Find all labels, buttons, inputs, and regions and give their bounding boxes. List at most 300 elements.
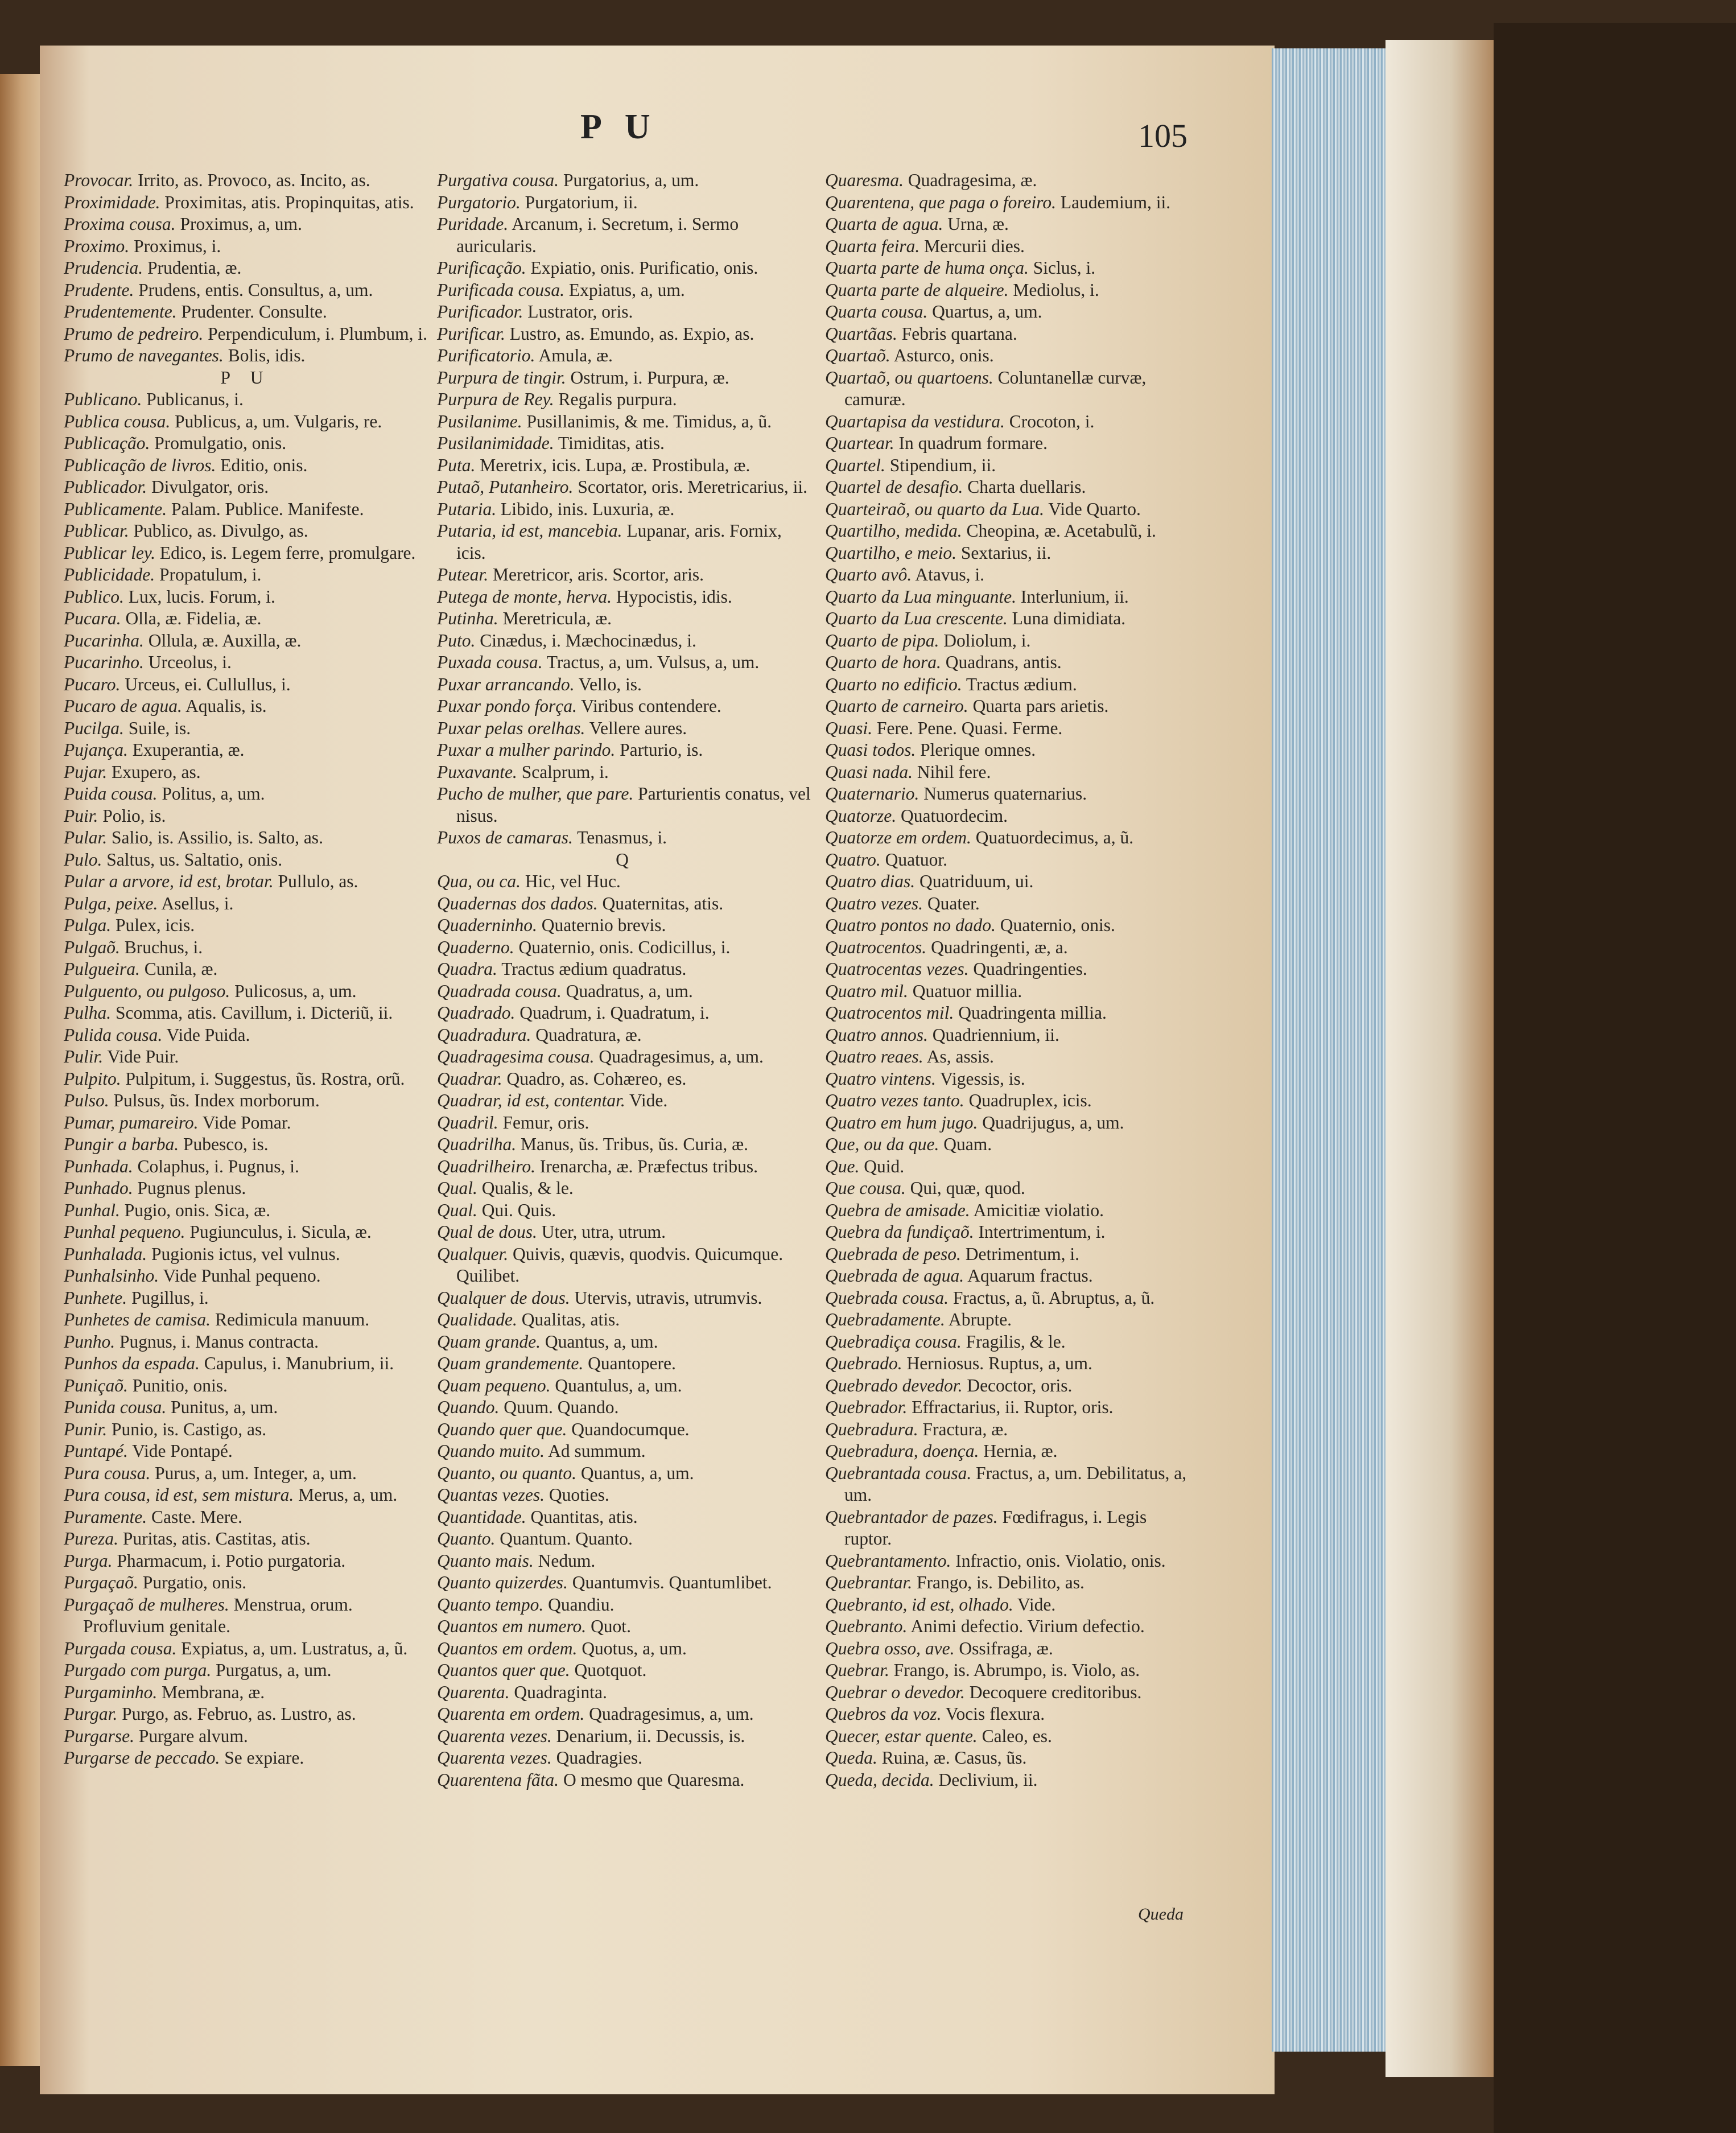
dictionary-entry — [64, 1090, 428, 1112]
entry-translation: Atavus, i. — [912, 565, 985, 584]
dictionary-entry — [64, 1638, 428, 1660]
entry-headword: Pura cousa, id est, sem mistura. — [64, 1485, 294, 1505]
entry-translation: Abrupte. — [945, 1310, 1012, 1329]
catchword: Queda — [1138, 1905, 1184, 1924]
entry-translation: Edico, is. Legem ferre, promulgare. — [155, 542, 416, 563]
entry-headword: Puniçaõ. — [64, 1375, 128, 1395]
entry-headword: Puxar a mulher parindo. — [437, 740, 616, 760]
entry-headword: Puxavante. — [437, 761, 517, 782]
entry-headword: Publicador. — [64, 477, 147, 497]
entry-headword: Puxar pondo força. — [437, 696, 577, 716]
dictionary-entry — [825, 630, 1198, 652]
entry-headword: Pucara. — [64, 608, 121, 628]
entry-headword: Quartilho, medida. — [825, 521, 962, 541]
entry-headword: Pucilga. — [64, 718, 124, 738]
entry-translation: Plerique omnes. — [916, 740, 1036, 760]
dictionary-entry — [825, 367, 1198, 411]
entry-translation: Charta duellaris. — [963, 477, 1086, 497]
entry-headword: Pujança. — [64, 740, 128, 760]
dictionary-entry — [437, 1068, 815, 1090]
entry-translation: Quot. — [586, 1616, 631, 1636]
entry-headword: Quartel. — [825, 455, 885, 475]
dictionary-entry — [825, 411, 1198, 433]
entry-headword: Purgar. — [64, 1704, 118, 1724]
dictionary-entry — [64, 981, 428, 1003]
entry-headword: Publicação de livros. — [64, 455, 216, 475]
entry-headword: Quanto, ou quanto. — [437, 1463, 577, 1483]
entry-headword: Quebrada de agua. — [825, 1266, 964, 1286]
entry-headword: Quando. — [437, 1397, 500, 1417]
dictionary-entry — [825, 1463, 1198, 1506]
entry-headword: Quebrantar. — [825, 1572, 913, 1592]
dictionary-entry — [64, 1375, 428, 1397]
entry-translation: Salio, is. Assilio, is. Salto, as. — [107, 827, 323, 847]
dictionary-entry — [64, 279, 428, 302]
dictionary-entry — [437, 586, 815, 608]
entry-headword: Quartilho, e meio. — [825, 542, 956, 563]
entry-headword: Prumo de navegantes. — [64, 345, 224, 365]
dictionary-entry — [437, 1616, 815, 1638]
dictionary-entry — [437, 1594, 815, 1616]
dictionary-entry — [437, 323, 815, 345]
dictionary-entry — [64, 630, 428, 652]
dictionary-entry — [825, 871, 1198, 893]
dictionary-entry — [437, 1703, 815, 1726]
entry-translation: Divulgator, oris. — [147, 477, 269, 497]
entry-headword: Quebranto. — [825, 1616, 908, 1636]
entry-translation: Luna dimidiata. — [1007, 608, 1126, 628]
dictionary-entry — [437, 1200, 815, 1222]
dictionary-entry — [64, 1484, 428, 1506]
entry-translation: Asturco, onis. — [890, 345, 994, 365]
entry-headword: Quebra da fundiçaõ. — [825, 1222, 974, 1242]
section-letter: Q — [616, 849, 637, 870]
dictionary-entry — [825, 981, 1198, 1003]
entry-translation: Expiatio, onis. Purificatio, onis. — [526, 258, 758, 278]
entry-translation: Quatuor millia. — [908, 981, 1022, 1001]
entry-translation: Membrana, æ. — [157, 1682, 265, 1702]
dictionary-entry — [825, 476, 1198, 499]
column-3 — [825, 170, 1198, 1791]
dictionary-entry — [64, 1221, 428, 1243]
entry-headword: Pusilanimidade. — [437, 433, 554, 453]
dictionary-entry — [825, 1243, 1198, 1266]
entry-headword: Quebradura. — [825, 1419, 918, 1439]
entry-translation: In quadrum formare. — [894, 433, 1048, 453]
dictionary-entry — [437, 608, 815, 630]
entry-translation: Scalprum, i. — [517, 761, 609, 782]
dictionary-entry — [825, 1331, 1198, 1353]
dictionary-entry — [825, 257, 1198, 279]
entry-headword: Que cousa. — [825, 1178, 906, 1198]
entry-translation: Colaphus, i. Pugnus, i. — [133, 1156, 299, 1176]
entry-headword: Quebrantada cousa. — [825, 1463, 972, 1483]
entry-headword: Quarto de hora. — [825, 652, 941, 672]
dictionary-entry — [437, 564, 815, 586]
entry-translation: Decoquere creditoribus. — [964, 1682, 1142, 1702]
entry-translation: Punitus, a, um. — [166, 1397, 278, 1417]
entry-headword: Publicidade. — [64, 565, 155, 584]
dictionary-entry — [825, 695, 1198, 718]
dictionary-entry — [437, 937, 815, 959]
column-1 — [64, 170, 428, 1769]
dictionary-entry — [64, 761, 428, 784]
entry-translation: Pugionis ictus, vel vulnus. — [147, 1243, 340, 1264]
dictionary-entry — [437, 455, 815, 477]
dictionary-entry — [825, 1419, 1198, 1441]
entry-headword: Purgaminho. — [64, 1682, 158, 1702]
entry-translation: Vide Pontapé. — [127, 1441, 233, 1461]
entry-headword: Quartel de desafio. — [825, 477, 963, 497]
entry-headword: Quatro dias. — [825, 871, 916, 891]
dictionary-entry — [64, 345, 428, 367]
entry-translation: Pullulo, as. — [273, 871, 358, 891]
entry-translation: Crocoton, i. — [1004, 411, 1095, 431]
dictionary-entry — [64, 739, 428, 761]
entry-translation: Scomma, atis. Cavillum, i. Dicteriũ, ii. — [111, 1003, 393, 1023]
entry-headword: Qualidade. — [437, 1310, 517, 1329]
entry-translation: Tractus ædium. — [962, 674, 1077, 694]
dictionary-entry — [64, 433, 428, 455]
dictionary-entry — [437, 433, 815, 455]
entry-headword: Quando quer que. — [437, 1419, 567, 1439]
dictionary-entry — [437, 1243, 815, 1287]
dictionary-entry — [64, 1528, 428, 1550]
entry-translation: Pusillanimis, & me. Timidus, a, ũ. — [522, 411, 772, 431]
entry-headword: Pucarinho. — [64, 652, 144, 672]
dictionary-entry — [64, 1177, 428, 1200]
entry-headword: Purificar. — [437, 323, 505, 344]
entry-headword: Quarto de pipa. — [825, 630, 939, 650]
dictionary-entry — [825, 827, 1198, 849]
entry-translation: Saltus, us. Saltatio, onis. — [102, 849, 283, 870]
page-number: 105 — [1138, 117, 1187, 154]
entry-headword: Quaresma. — [825, 170, 904, 190]
dictionary-entry — [825, 1638, 1198, 1660]
entry-translation: Vide. — [1013, 1594, 1056, 1615]
entry-translation: Quantopere. — [583, 1353, 676, 1373]
dictionary-entry — [64, 1265, 428, 1287]
entry-headword: Putaria. — [437, 499, 497, 519]
entry-headword: Provocar. — [64, 170, 134, 190]
entry-headword: Purpura de tingir. — [437, 367, 566, 388]
dictionary-entry — [825, 1002, 1198, 1024]
entry-translation: Quatuordecim. — [896, 805, 1008, 826]
dictionary-entry — [825, 805, 1198, 827]
entry-translation: Quotus, a, um. — [577, 1638, 687, 1658]
dictionary-entry — [64, 695, 428, 718]
section-heading — [64, 367, 428, 389]
entry-translation: Cinædus, i. Mæchocinædus, i. — [475, 630, 696, 650]
entry-headword: Pular. — [64, 827, 108, 847]
entry-translation: Irrito, as. Provoco, as. Incito, as. — [133, 170, 370, 190]
dictionary-entry — [437, 761, 815, 784]
entry-translation: Vide Puida. — [162, 1024, 250, 1045]
entry-translation: Frango, is. Debilito, as. — [912, 1572, 1085, 1592]
entry-translation: Detrimentum, i. — [960, 1243, 1080, 1264]
book-cover — [1494, 23, 1736, 2133]
entry-translation: Pulicosus, a, um. — [230, 981, 357, 1001]
dictionary-entry — [437, 192, 815, 214]
entry-translation: Quotquot. — [570, 1660, 647, 1680]
dictionary-entry — [64, 783, 428, 805]
entry-translation: Quantitas, atis. — [526, 1506, 638, 1527]
dictionary-entry — [825, 323, 1198, 345]
entry-translation: Cheopina, æ. Acetabulũ, i. — [962, 521, 1156, 541]
entry-translation: Quadragies. — [551, 1748, 642, 1768]
dictionary-entry — [437, 1134, 815, 1156]
entry-headword: Purgativa cousa. — [437, 170, 559, 190]
entry-translation: Hypocistis, idis. — [612, 586, 732, 607]
entry-headword: Quatro. — [825, 849, 881, 870]
entry-headword: Quarta parte de alqueire. — [825, 279, 1009, 300]
entry-translation: Declivium, ii. — [934, 1769, 1038, 1790]
entry-translation: Infractio, onis. Violatio, onis. — [951, 1550, 1166, 1571]
entry-headword: Purga. — [64, 1550, 113, 1571]
entry-translation: Amicitiæ violatio. — [970, 1200, 1104, 1220]
entry-translation: Tenasmus, i. — [572, 827, 667, 847]
entry-headword: Purgatorio. — [437, 192, 521, 212]
dictionary-entry — [825, 455, 1198, 477]
entry-translation: Pulex, icis. — [111, 915, 195, 935]
entry-translation: Quadringenti, æ, a. — [926, 937, 1068, 957]
dictionary-entry — [825, 1726, 1198, 1748]
entry-translation: Exupero, as. — [107, 761, 201, 782]
entry-translation: Quadraginta. — [509, 1682, 607, 1702]
dictionary-entry — [64, 192, 428, 214]
entry-translation: Pugnus, i. Manus contracta. — [115, 1331, 319, 1352]
entry-translation: Fractura, æ. — [918, 1419, 1008, 1439]
entry-headword: Punhalada. — [64, 1243, 147, 1264]
entry-translation: Publicanus, i. — [142, 389, 244, 409]
entry-translation: Purgatio, onis. — [138, 1572, 247, 1592]
dictionary-entry — [437, 1550, 815, 1572]
entry-translation: Caleo, es. — [977, 1726, 1052, 1746]
entry-translation: Frango, is. Abrumpo, is. Violo, as. — [889, 1660, 1140, 1680]
dictionary-entry — [825, 761, 1198, 784]
dictionary-entry — [64, 1200, 428, 1222]
dictionary-entry — [64, 542, 428, 565]
dictionary-entry — [64, 1243, 428, 1266]
entry-translation: Fœdifragus, i. Legis ruptor. — [844, 1506, 1147, 1549]
dictionary-entry — [825, 1309, 1198, 1331]
entry-translation: Quaternio, onis. Codicillus, i. — [514, 937, 731, 957]
entry-headword: Puir. — [64, 805, 98, 826]
dictionary-entry — [825, 1090, 1198, 1112]
dictionary-entry — [64, 652, 428, 674]
dictionary-entry — [64, 1309, 428, 1331]
entry-headword: Quartapisa da vestidura. — [825, 411, 1005, 431]
entry-translation: Ostrum, i. Purpura, æ. — [566, 367, 729, 388]
entry-headword: Publico. — [64, 586, 124, 607]
entry-headword: Qualquer de dous. — [437, 1287, 570, 1308]
entry-translation: Febris quartana. — [897, 323, 1017, 344]
section-heading — [437, 849, 815, 871]
entry-headword: Punhal. — [64, 1200, 120, 1220]
entry-translation: Tractus ædium quadratus. — [497, 959, 687, 979]
entry-translation: Decoctor, oris. — [962, 1375, 1073, 1395]
dictionary-entry — [437, 257, 815, 279]
entry-translation: Quantumvis. Quantumlibet. — [567, 1572, 772, 1592]
entry-headword: Pucarinha. — [64, 630, 144, 650]
dictionary-entry — [64, 805, 428, 827]
dictionary-entry — [64, 827, 428, 849]
dictionary-entry — [64, 1002, 428, 1024]
dictionary-entry — [825, 1068, 1198, 1090]
dictionary-entry — [437, 1660, 815, 1682]
entry-headword: Purgaçaõ. — [64, 1572, 138, 1592]
entry-headword: Pulpito. — [64, 1068, 121, 1089]
entry-translation: Aqualis, is. — [182, 696, 267, 716]
entry-translation: Quadragesimus, a, um. — [594, 1047, 764, 1066]
dictionary-entry — [437, 674, 815, 696]
entry-translation: Promulgatio, onis. — [150, 433, 287, 453]
dictionary-entry — [64, 257, 428, 279]
entry-headword: Quadernas dos dados. — [437, 893, 598, 913]
entry-headword: Quadrilha. — [437, 1134, 517, 1154]
entry-translation: Proximitas, atis. Propinquitas, atis. — [160, 192, 414, 212]
dictionary-entry — [437, 1440, 815, 1463]
entry-translation: Fragilis, & le. — [961, 1331, 1066, 1352]
entry-translation: Quadrijugus, a, um. — [978, 1112, 1124, 1133]
dictionary-entry — [437, 739, 815, 761]
entry-translation: Pulsus, ũs. Index morborum. — [109, 1090, 320, 1110]
entry-headword: Quebrantamento. — [825, 1550, 951, 1571]
entry-translation: Meretricula, æ. — [498, 608, 612, 628]
entry-headword: Quarto da Lua crescente. — [825, 608, 1008, 628]
dictionary-entry — [64, 1024, 428, 1047]
page-block-edge — [1272, 48, 1385, 2052]
entry-headword: Quasi todos. — [825, 740, 916, 760]
entry-translation: Pugiunculus, i. Sicula, æ. — [185, 1222, 372, 1242]
dictionary-entry — [64, 455, 428, 477]
entry-translation: Animi defectio. Virium defectio. — [907, 1616, 1145, 1636]
entry-headword: Purgada cousa. — [64, 1638, 177, 1658]
entry-headword: Puramente. — [64, 1506, 147, 1527]
dictionary-entry — [437, 1747, 815, 1769]
entry-translation: Quadragesimus, a, um. — [584, 1704, 754, 1724]
dictionary-entry — [825, 1046, 1198, 1068]
entry-headword: Quartaõ. — [825, 345, 890, 365]
entry-translation: Mercurii dies. — [919, 236, 1025, 256]
entry-headword: Qua, ou ca. — [437, 871, 521, 891]
entry-translation: Urceolus, i. — [143, 652, 232, 672]
dictionary-entry — [64, 937, 428, 959]
entry-headword: Quadra. — [437, 959, 497, 979]
entry-translation: Quaternio, onis. — [995, 915, 1115, 935]
dictionary-entry — [64, 849, 428, 871]
entry-headword: Puta. — [437, 455, 476, 475]
entry-headword: Quarta de agua. — [825, 214, 943, 234]
entry-translation: Vellere aures. — [585, 718, 687, 738]
dictionary-entry — [64, 1046, 428, 1068]
entry-headword: Pureza. — [64, 1529, 118, 1549]
entry-headword: Purificação. — [437, 258, 526, 278]
entry-translation: Quantulus, a, um. — [550, 1375, 682, 1395]
entry-translation: Se expiare. — [220, 1748, 304, 1768]
dictionary-entry — [64, 389, 428, 411]
entry-translation: Denarium, ii. Decussis, is. — [551, 1726, 745, 1746]
entry-translation: Vide Quarto. — [1044, 499, 1141, 519]
entry-translation: Vide Puir. — [103, 1047, 179, 1066]
entry-translation: Femur, oris. — [498, 1112, 589, 1133]
dictionary-entry — [437, 345, 815, 367]
entry-headword: Prudente. — [64, 279, 134, 300]
entry-translation: Puritas, atis. Castitas, atis. — [118, 1529, 311, 1549]
entry-translation: Parturientis conatus, vel nisus. — [456, 784, 811, 826]
entry-translation: Purgatorium, ii. — [520, 192, 638, 212]
entry-headword: Publica cousa. — [64, 411, 171, 431]
dictionary-entry — [437, 1397, 815, 1419]
entry-translation: Quadragesima, æ. — [903, 170, 1037, 190]
dictionary-entry — [825, 608, 1198, 630]
dictionary-entry — [825, 192, 1198, 214]
entry-translation: Politus, a, um. — [157, 784, 265, 804]
entry-translation: Quartus, a, um. — [927, 302, 1042, 322]
entry-translation: Purus, a, um. Integer, a, um. — [150, 1463, 357, 1483]
entry-translation: Quadringenties. — [968, 959, 1087, 979]
entry-headword: Puxos de camaras. — [437, 827, 573, 847]
entry-translation: Purgare alvum. — [134, 1726, 248, 1746]
entry-translation: Propatulum, i. — [155, 565, 262, 584]
entry-translation: Pugio, onis. Sica, æ. — [119, 1200, 271, 1220]
entry-translation: Ossifraga, æ. — [954, 1638, 1053, 1658]
dictionary-entry — [64, 1156, 428, 1178]
entry-headword: Quadrada cousa. — [437, 981, 562, 1001]
entry-translation: Palam. Publice. Manifeste. — [167, 499, 364, 519]
entry-headword: Pulga. — [64, 915, 112, 935]
entry-translation: Polio, is. — [98, 805, 166, 826]
dictionary-entry — [825, 1572, 1198, 1594]
entry-translation: Intertrimentum, i. — [974, 1222, 1106, 1242]
dictionary-entry — [437, 1002, 815, 1024]
entry-translation: Ollula, æ. Auxilla, æ. — [143, 630, 302, 650]
dictionary-entry — [64, 1550, 428, 1572]
entry-headword: Purgado com purga. — [64, 1660, 212, 1680]
entry-translation: Meretricor, aris. Scortor, aris. — [488, 565, 704, 584]
dictionary-entry — [437, 1419, 815, 1441]
entry-translation: Quarta pars arietis. — [968, 696, 1109, 716]
entry-headword: Putaõ, Putanheiro. — [437, 477, 574, 497]
dictionary-entry — [825, 1156, 1198, 1178]
entry-translation: Coluntanellæ curvæ, camuræ. — [844, 367, 1147, 409]
entry-headword: Quartãas. — [825, 323, 897, 344]
entry-headword: Quarenta. — [437, 1682, 510, 1702]
entry-headword: Putega de monte, herva. — [437, 586, 612, 607]
entry-translation: Utervis, utravis, utrumvis. — [570, 1287, 762, 1308]
entry-translation: Quam. — [939, 1134, 992, 1154]
entry-translation: Quantus, a, um. — [576, 1463, 694, 1483]
entry-headword: Quanto quizerdes. — [437, 1572, 568, 1592]
entry-translation: Stipendium, ii. — [885, 455, 996, 475]
entry-headword: Punhal pequeno. — [64, 1222, 185, 1242]
entry-translation: Quivis, quævis, quodvis. Quicumque. Quilibet. — [456, 1243, 784, 1286]
entry-headword: Putear. — [437, 565, 489, 584]
entry-headword: Quarto avô. — [825, 565, 912, 584]
entry-translation: Proximus, i. — [129, 236, 221, 256]
dictionary-entry — [825, 958, 1198, 981]
entry-headword: Quantas vezes. — [437, 1485, 545, 1505]
entry-headword: Quatro pontos no dado. — [825, 915, 996, 935]
entry-headword: Pulgueira. — [64, 959, 140, 979]
dictionary-entry — [437, 1506, 815, 1529]
entry-translation: Redimicula manuum. — [211, 1310, 370, 1329]
entry-translation: Quaternitas, atis. — [597, 893, 724, 913]
dictionary-entry — [825, 1024, 1198, 1047]
dictionary-entry — [64, 564, 428, 586]
entry-translation: Editio, onis. — [216, 455, 308, 475]
entry-translation: Quantum. Quanto. — [495, 1529, 633, 1549]
